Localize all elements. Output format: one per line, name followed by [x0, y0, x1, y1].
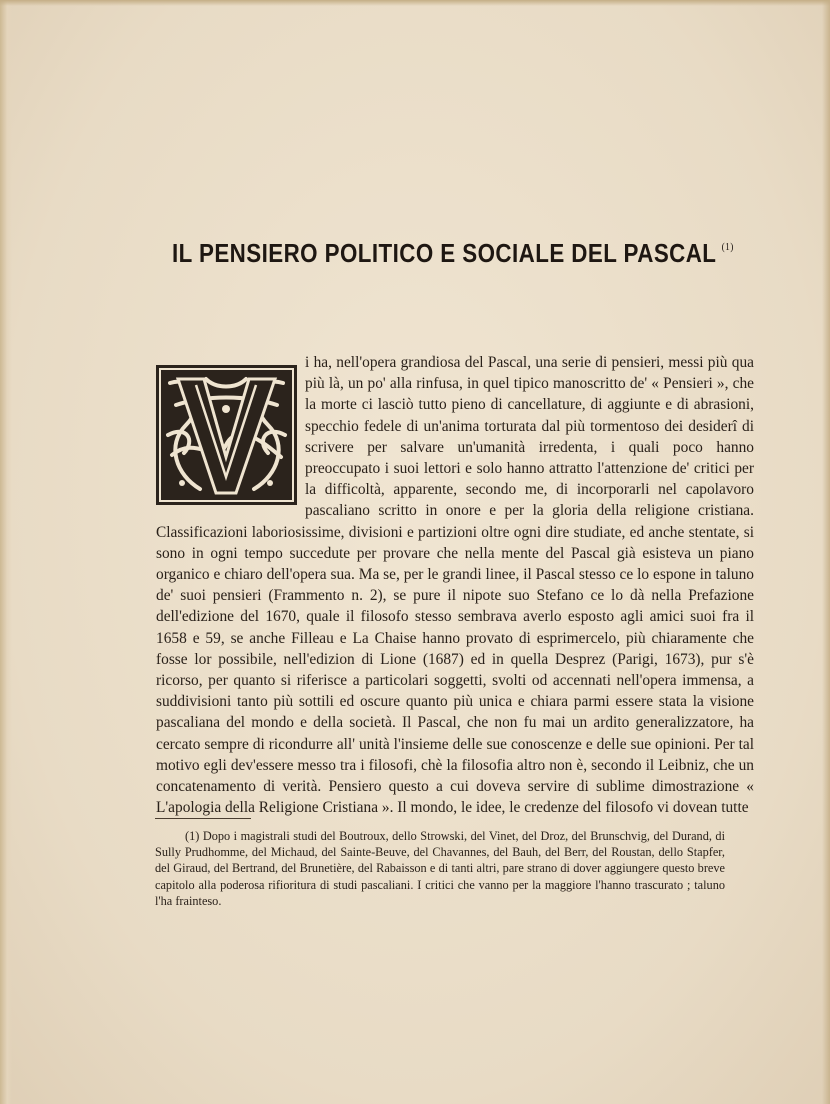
footnote-reference-mark: (1) — [721, 241, 734, 253]
ornamental-initial-v-icon — [156, 365, 297, 505]
decorated-initial — [156, 365, 297, 505]
footnote-separator — [155, 818, 251, 819]
chapter-title-text: IL PENSIERO POLITICO E SOCIALE DEL PASCAL — [172, 238, 717, 268]
footnote-text: (1) Dopo i magistrali studi del Boutroux, dello Strowski, del Vinet, del Droz, del Brunschvig, del Durand, di Sully Prudhomme, del Michaud, del Sainte-Beuve, del Chavannes, del Bauh, del Berr, del Roustan, dello Stapfer, del Giraud, del Bertrand, del Brunetière, del Rabaisson e di tanti altri, pare strano di dover aggiungere questo breve capitolo alla poderosa rifioritura di studi pascaliani. I critici che vanno per la maggiore l'hanno trascurato ; taluno l'ha frainteso. — [155, 829, 725, 908]
page-edge-top — [0, 0, 830, 6]
chapter-title — [172, 238, 734, 269]
page-edge-left — [0, 0, 12, 1104]
footnote — [155, 828, 725, 909]
page-edge-right — [822, 0, 830, 1104]
body-paragraph — [156, 352, 754, 818]
body-paragraph-text: i ha, nell'opera grandiosa del Pascal, una serie di pensieri, messi più qua più là, un po' alla rinfusa, in quel tipico manoscritto de' « Pensieri », che la morte ci lasciò tutto pieno di cancellature, di aggiunte e di abrasioni, specchio fedele di un'anima torturata dal più tormentoso dei desiderî di scrivere per salvare un'umanità irredenta, i quali poco hanno preoccupato i suoi lettori e solo hanno attratto l'attenzione de' critici per la difficoltà, apparente, secondo me, di incorporarli nel capolavoro pascaliano scritto in onore e per la gloria della religione cristiana. Classificazioni laboriosissime, divisioni e partizioni oltre ogni dire studiate, ed anche stentate, si sono in ogni tempo succedute per provare che nella mente del Pascal già esisteva un piano organico e chiaro dell'opera sua. Ma se, per le grandi linee, il Pascal stesso ce lo espone in taluno de' suoi pensieri (Frammento n. 2), se pure il nipote suo Stefano ce lo dà nella Prefazione dell'edizione del 1670, quale il filosofo stesso sembrava averlo esposto agli amici suoi fra il 1658 e 59, se anche Filleau e La Chaise hanno provato di esprimercelo, più chiaramente che fosse lor possibile, nell'edizion di Lione (1687) ed in quella Desprez (Parigi, 1673), pur s'è ricorso, per quanto si riferisce a particolari soggetti, svolti od accennati nell'opera immensa, a suddivisioni tanto più sottili ed oscure quanto più unica e chiara parmi essere stata la visione pascaliana del mondo e della società. Il Pascal, che non fu mai un ardito generalizzatore, ha cercato sempre di ricondurre all' unità l'insieme delle sue conoscenze e delle sue opinioni. Per tal motivo egli dev'essere messo tra i filosofi, chè la filosofia altro non è, secondo il Leibniz, che un concatenamento di verità. Pensiero questo a cui doveva servire di sublime dimostrazione « L'apologia della Religione Cristiana ». Il mondo, le idee, le credenze del filosofo vi dovean tutte — [156, 354, 754, 817]
